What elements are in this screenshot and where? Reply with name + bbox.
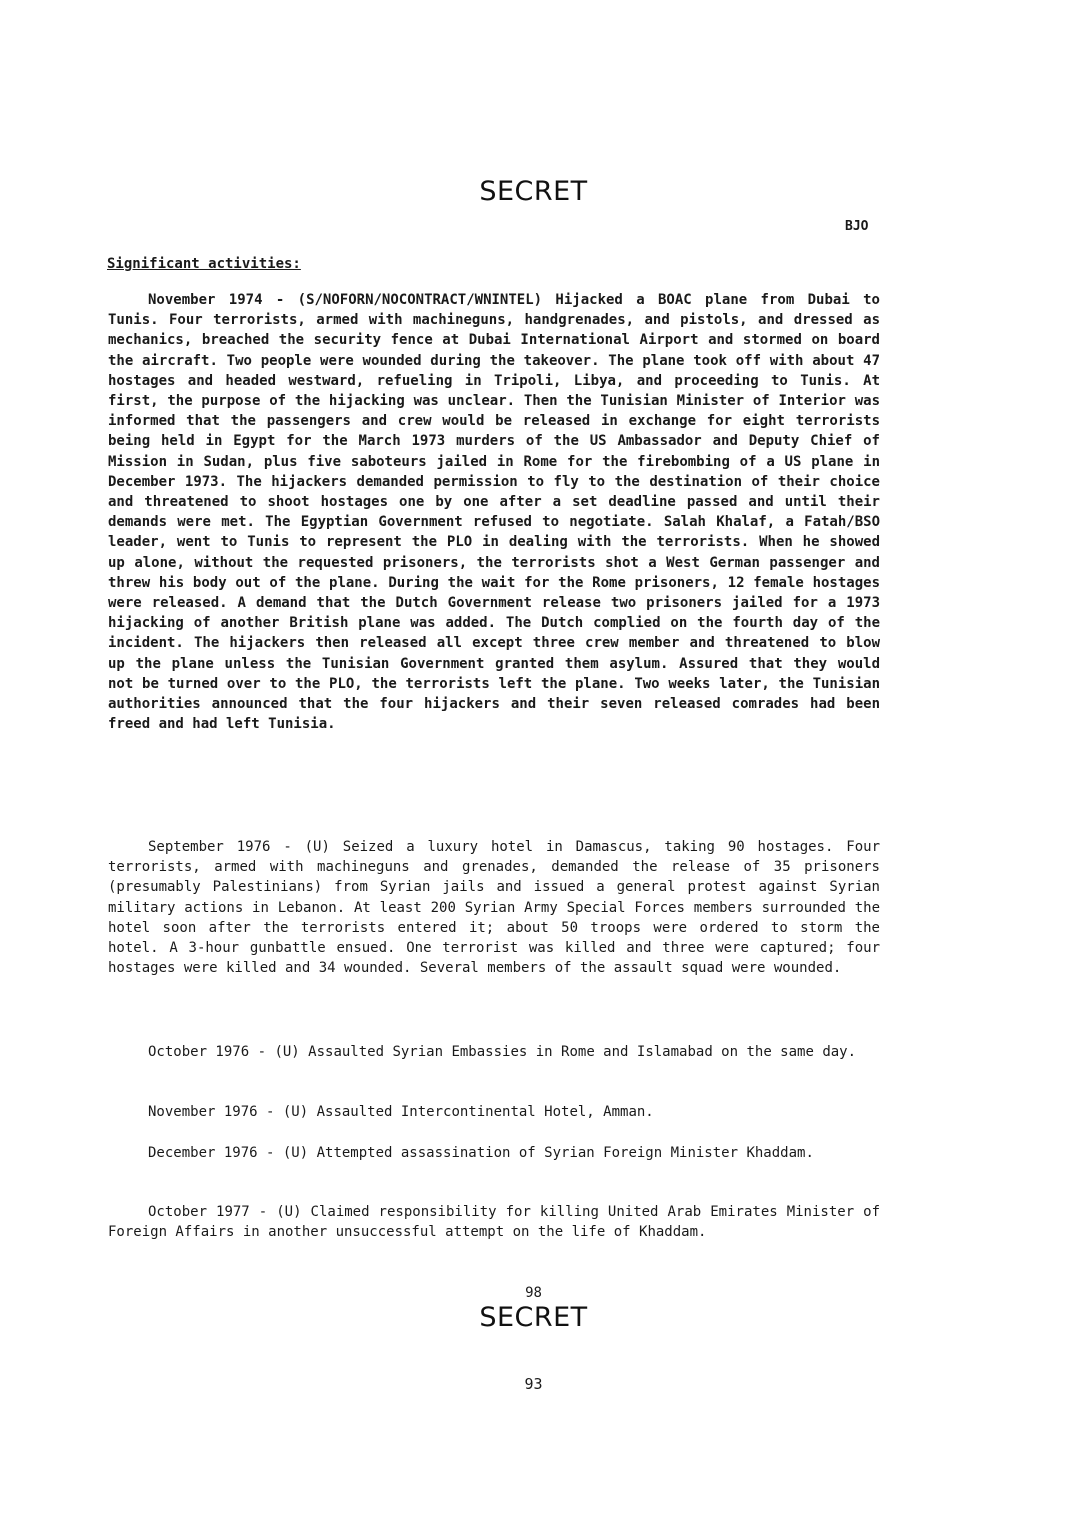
entry-text: - (U) Claimed responsibility for killing United Arab Emirates Minister of Foreign Affairs in another unsuccessful attempt on the life of Khaddam. <box>108 1204 881 1241</box>
entry-date: October 1976 <box>148 1044 250 1060</box>
entry-date: December 1976 <box>148 1145 258 1161</box>
classification-footer: SECRET <box>479 1302 588 1333</box>
entry-date: November 1976 <box>148 1104 258 1120</box>
outer-page-number: 93 <box>524 1375 543 1393</box>
author-initials: BJO <box>845 219 869 234</box>
entry-date: September 1976 <box>148 839 271 855</box>
entry-text: - (U) Assaulted Intercontinental Hotel, Amman. <box>266 1104 654 1120</box>
activity-entry <box>108 1143 880 1163</box>
section-heading: Significant activities: <box>107 256 301 272</box>
activity-entry <box>108 290 880 734</box>
entry-text: - (U) Seized a luxury hotel in Damascus, taking 90 hostages. Four terrorists, armed with machineguns and grenades, demanded the release of 35 prisoners (presumably Palestinians) from Syrian jails and issued a general protest against Syrian military actions in Lebanon. At least 200 Syrian Army Special Forces members surrounded the hotel soon after the terrorists entered it; about 50 troops were ordered to storm the hotel. A 3-hour gunbattle ensued. One terrorist was killed and three were captured; four hostages were killed and 34 wounded. Several members of the assault squad were wounded. <box>108 839 880 977</box>
activity-entry <box>108 837 880 978</box>
entry-text: - (S/NOFORN/NOCONTRACT/WNINTEL) Hijacked a BOAC plane from Dubai to Tunis. Four terrorists, armed with machineguns, handgrenades, and pistols, and dressed as mechanics, breached the security fence at Dubai International Airport and stormed on board the aircraft. Two people were wounded during the takeover. The plane took off with about 47 hostages and headed westward, refueling in Tripoli, Libya, and proceeding to Tunis. At first, the purpose of the hijacking was unclear. Then the Tunisian Minister of Interior was informed that the passengers and crew would be released in exchange for eight terrorists being held in Egypt for the March 1973 murders of the US Ambassador and Deputy Chief of Mission in Sudan, plus five saboteurs jailed in Rome for the firebombing of a US plane in December 1973. The hijackers demanded permission to fly to the destination of their choice and threatened to shoot hostages one by one after a set deadline passed and until their demands were met. The Egyptian Government refused to negotiate. Salah Khalaf, a Fatah/BSO leader, went to Tunis to represent the PLO in dealing with the terrorists. When he showed up alone, without the requested prisoners, the terrorists shot a West German passenger and threw his body out of the plane. During the wait for the Rome prisoners, 12 female hostages were released. A demand that the Dutch Government release two prisoners jailed for a 1973 hijacking of another British plane was added. The Dutch complied on the fourth day of the incident. The hijackers then released all except three crew member and threatened to blow up the plane unless the Tunisian Government granted them asylum. Assured that they would not be turned over to the PLO, the terrorists left the plane. Two weeks later, the Tunisian authorities announced that the four hijackers and their seven released comrades had been freed and had left Tunisia. <box>108 292 880 733</box>
entry-text: - (U) Attempted assassination of Syrian Foreign Minister Khaddam. <box>266 1145 814 1161</box>
activity-entry <box>108 1042 880 1062</box>
entry-date: November 1974 <box>148 292 263 308</box>
classification-header: SECRET <box>479 176 588 207</box>
inner-page-number: 98 <box>525 1285 542 1301</box>
activity-entry <box>108 1102 880 1122</box>
activity-entry <box>108 1202 880 1242</box>
entry-text: - (U) Assaulted Syrian Embassies in Rome and Islamabad on the same day. <box>257 1044 857 1060</box>
entry-date: October 1977 <box>148 1204 250 1220</box>
